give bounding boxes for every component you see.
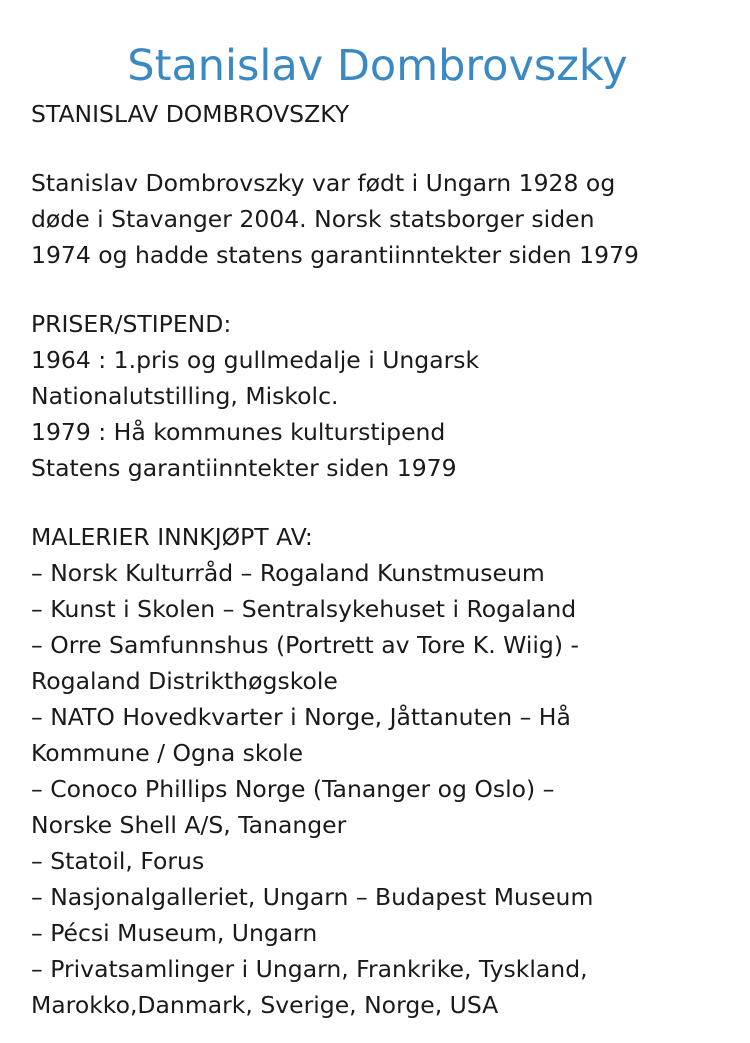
bio-line: 1974 og hadde statens garantiinntekter siden 1979 bbox=[31, 241, 639, 269]
spacer bbox=[31, 132, 730, 165]
painting-line: Norske Shell A/S, Tananger bbox=[31, 811, 347, 839]
bio-line: Stanislav Dombrovszky var født i Ungarn 1928 og bbox=[31, 169, 616, 197]
spacer bbox=[31, 273, 730, 306]
article-body bbox=[31, 96, 730, 1023]
prize-line: Statens garantiinntekter siden 1979 bbox=[31, 454, 457, 482]
bio-line: døde i Stavanger 2004. Norsk statsborger siden bbox=[31, 205, 595, 233]
painting-line: – Kunst i Skolen – Sentralsykehuset i Rogaland bbox=[31, 595, 577, 623]
paintings-heading: MALERIER INNKJØPT AV: bbox=[31, 523, 313, 551]
prize-line: Nationalutstilling, Miskolc. bbox=[31, 382, 339, 410]
subtitle: STANISLAV DOMBROVSZKY bbox=[31, 100, 350, 128]
painting-line: Marokko,Danmark, Sverige, Norge, USA bbox=[31, 991, 499, 1019]
painting-line: – Statoil, Forus bbox=[31, 847, 205, 875]
paintings-section bbox=[31, 519, 730, 1023]
prizes-heading: PRISER/STIPEND: bbox=[31, 310, 232, 338]
painting-line: Rogaland Distrikthøgskole bbox=[31, 667, 338, 695]
painting-line: – NATO Hovedkvarter i Norge, Jåttanuten – Hå bbox=[31, 703, 571, 731]
painting-line: – Nasjonalgalleriet, Ungarn – Budapest Museum bbox=[31, 883, 594, 911]
painting-line: Kommune / Ogna skole bbox=[31, 739, 304, 767]
prize-line: 1964 : 1.pris og gullmedalje i Ungarsk bbox=[31, 346, 480, 374]
bio-section bbox=[31, 165, 730, 273]
spacer bbox=[31, 486, 730, 519]
painting-line: – Norsk Kulturråd – Rogaland Kunstmuseum bbox=[31, 559, 545, 587]
painting-line: – Orre Samfunnshus (Portrett av Tore K. Wiig) - bbox=[31, 631, 579, 659]
painting-line: – Pécsi Museum, Ungarn bbox=[31, 919, 318, 947]
prize-line: 1979 : Hå kommunes kulturstipend bbox=[31, 418, 446, 446]
painting-line: – Privatsamlinger i Ungarn, Frankrike, Tyskland, bbox=[31, 955, 588, 983]
prizes-section bbox=[31, 306, 730, 486]
painting-line: – Conoco Phillips Norge (Tananger og Oslo) – bbox=[31, 775, 555, 803]
page-title: Stanislav Dombrovszky bbox=[127, 41, 628, 91]
